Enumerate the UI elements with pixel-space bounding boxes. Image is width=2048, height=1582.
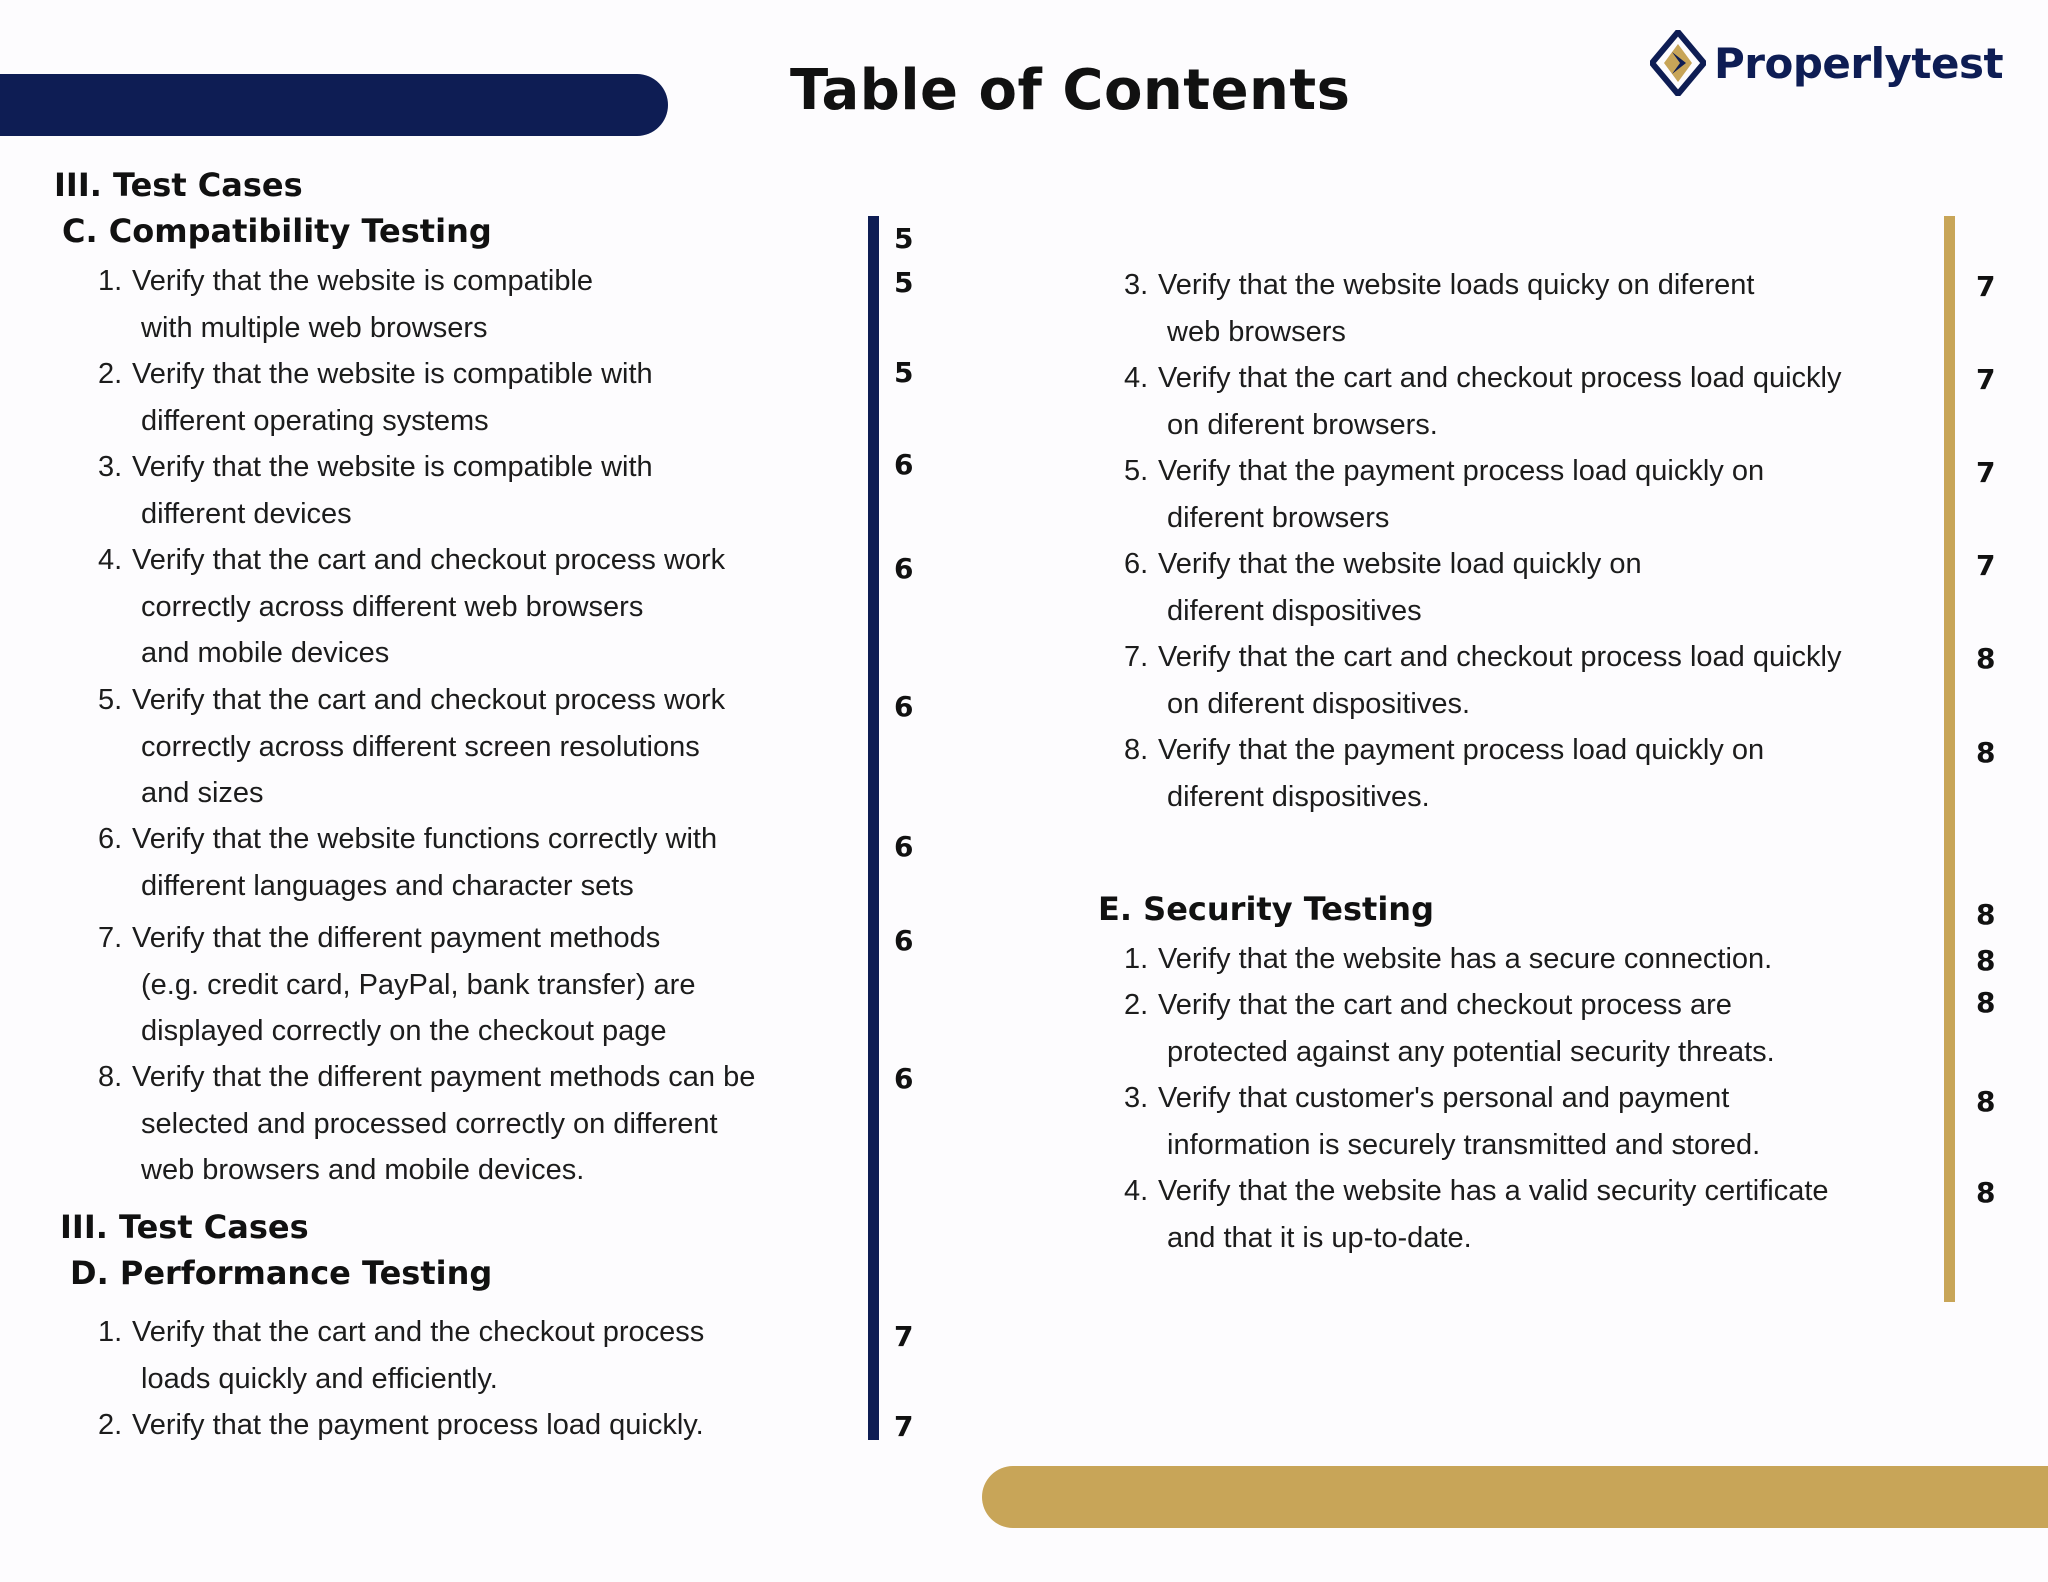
page-number: 6 xyxy=(894,690,914,723)
item-number: 1. xyxy=(98,265,123,297)
page-number: 7 xyxy=(894,1410,914,1443)
item-text: different operating systems xyxy=(141,404,489,437)
item-text: diferent dispositives. xyxy=(1167,780,1430,813)
item-text: Verify that the website is compatible with xyxy=(132,358,653,390)
page-number: 5 xyxy=(894,356,914,389)
page-number: 6 xyxy=(894,448,914,481)
item-text: correctly across different web browsers xyxy=(141,590,644,623)
item-number: 3. xyxy=(98,451,123,483)
toc-item[interactable] xyxy=(1124,982,1775,1075)
item-text: (e.g. credit card, PayPal, bank transfer) are xyxy=(141,968,696,1001)
item-number: 6. xyxy=(98,823,123,855)
toc-item[interactable] xyxy=(1124,634,1841,727)
brand-logo xyxy=(1650,30,2003,96)
item-text: Verify that the cart and checkout process work xyxy=(132,684,726,716)
page-number: 8 xyxy=(1976,986,1996,1019)
item-text: Verify that the payment process load quickly. xyxy=(132,1409,704,1441)
toc-item[interactable] xyxy=(98,258,593,351)
item-text: Verify that the website has a valid security certificate xyxy=(1158,1175,1829,1207)
toc-item[interactable] xyxy=(1124,448,1764,541)
item-text: Verify that the different payment methods xyxy=(132,922,661,954)
top-navy-band xyxy=(0,74,668,136)
item-text: Verify that the website load quickly on xyxy=(1158,548,1642,580)
item-number: 6. xyxy=(1124,548,1149,580)
page-number: 7 xyxy=(1976,549,1996,582)
item-text: and sizes xyxy=(141,777,264,809)
item-text: Verify that the cart and the checkout process xyxy=(132,1316,705,1348)
item-text: diferent dispositives xyxy=(1167,594,1422,627)
item-text: and that it is up-to-date. xyxy=(1167,1221,1472,1254)
page-title: Table of Contents xyxy=(790,58,1351,123)
item-text: Verify that the website has a secure connection. xyxy=(1158,943,1773,975)
diamond-logo-icon xyxy=(1650,30,1706,96)
page-number: 5 xyxy=(894,266,914,299)
item-number: 8. xyxy=(98,1061,123,1093)
item-text: information is securely transmitted and stored. xyxy=(1167,1128,1761,1161)
item-text: and mobile devices xyxy=(141,637,390,669)
item-text: diferent browsers xyxy=(1167,501,1390,534)
toc-item[interactable] xyxy=(98,915,695,1055)
page-number: 8 xyxy=(1976,736,1996,769)
toc-item[interactable] xyxy=(1124,1168,1829,1261)
bottom-gold-band xyxy=(982,1466,2048,1528)
page-number: 8 xyxy=(1976,1085,1996,1118)
toc-item[interactable] xyxy=(98,816,717,909)
item-number: 1. xyxy=(1124,943,1149,975)
item-text: Verify that the payment process load quickly on xyxy=(1158,734,1765,766)
item-text: different devices xyxy=(141,497,352,530)
section-heading-d: D. Performance Testing xyxy=(70,1254,493,1292)
section-heading-c: C. Compatibility Testing xyxy=(62,212,492,250)
item-text: different languages and character sets xyxy=(141,869,634,902)
item-text: loads quickly and efficiently. xyxy=(141,1362,498,1395)
part-heading: III. Test Cases xyxy=(60,1208,309,1246)
toc-item[interactable] xyxy=(1124,936,1772,983)
item-text: displayed correctly on the checkout page xyxy=(141,1015,667,1047)
item-text: protected against any potential security threats. xyxy=(1167,1035,1775,1068)
item-text: on diferent dispositives. xyxy=(1167,687,1471,720)
item-text: Verify that the website loads quicky on diferent xyxy=(1158,269,1755,301)
item-text: selected and processed correctly on different xyxy=(141,1107,718,1140)
toc-item[interactable] xyxy=(1124,355,1841,448)
brand-name: Properlytest xyxy=(1714,38,2004,88)
page-number: 7 xyxy=(1976,363,1996,396)
item-number: 4. xyxy=(98,544,123,576)
item-text: Verify that the payment process load quickly on xyxy=(1158,455,1765,487)
item-number: 1. xyxy=(98,1316,123,1348)
item-text: Verify that the website is compatible xyxy=(132,265,594,297)
page-number: 7 xyxy=(894,1320,914,1353)
item-number: 8. xyxy=(1124,734,1149,766)
item-text: with multiple web browsers xyxy=(141,311,488,344)
toc-item[interactable] xyxy=(98,1309,704,1402)
item-text: correctly across different screen resolutions xyxy=(141,730,700,763)
item-text: Verify that the cart and checkout process load quickly xyxy=(1158,362,1842,394)
toc-item[interactable] xyxy=(98,677,725,817)
page-number: 6 xyxy=(894,1062,914,1095)
toc-item[interactable] xyxy=(1124,262,1754,355)
item-number: 5. xyxy=(1124,455,1149,487)
toc-item[interactable] xyxy=(98,1402,704,1449)
toc-item[interactable] xyxy=(98,444,653,537)
item-number: 3. xyxy=(1124,1082,1149,1114)
page-number: 7 xyxy=(1976,456,1996,489)
item-text: Verify that the cart and checkout process are xyxy=(1158,989,1732,1021)
page-number: 6 xyxy=(894,830,914,863)
toc-item[interactable] xyxy=(98,1054,755,1194)
page-number: 8 xyxy=(1976,898,1996,931)
section-heading-e: E. Security Testing xyxy=(1098,890,1434,928)
item-number: 7. xyxy=(1124,641,1149,673)
item-text: Verify that the website is compatible with xyxy=(132,451,653,483)
item-number: 4. xyxy=(1124,1175,1149,1207)
item-text: Verify that the different payment methods can be xyxy=(132,1061,756,1093)
toc-item[interactable] xyxy=(98,537,725,677)
page-number: 8 xyxy=(1976,944,1996,977)
page-number: 7 xyxy=(1976,270,1996,303)
item-text: web browsers xyxy=(1167,315,1346,348)
item-number: 3. xyxy=(1124,269,1149,301)
page-number: 8 xyxy=(1976,642,1996,675)
page-number: 5 xyxy=(894,222,914,255)
item-number: 2. xyxy=(98,1409,123,1441)
page-number: 6 xyxy=(894,924,914,957)
toc-item[interactable] xyxy=(1124,727,1764,820)
item-number: 2. xyxy=(98,358,123,390)
toc-item[interactable] xyxy=(1124,1075,1760,1168)
item-text: on diferent browsers. xyxy=(1167,408,1438,441)
part-heading: III. Test Cases xyxy=(54,166,303,204)
item-text: Verify that customer's personal and payment xyxy=(1158,1082,1730,1114)
item-text: Verify that the cart and checkout process load quickly xyxy=(1158,641,1842,673)
item-number: 2. xyxy=(1124,989,1149,1021)
item-number: 7. xyxy=(98,922,123,954)
item-number: 5. xyxy=(98,684,123,716)
toc-item[interactable] xyxy=(98,351,653,444)
page-number: 6 xyxy=(894,552,914,585)
toc-item[interactable] xyxy=(1124,541,1642,634)
page-number: 8 xyxy=(1976,1176,1996,1209)
item-text: Verify that the website functions correctly with xyxy=(132,823,718,855)
item-number: 4. xyxy=(1124,362,1149,394)
item-text: Verify that the cart and checkout process work xyxy=(132,544,726,576)
left-divider-bar xyxy=(868,216,879,1440)
item-text: web browsers and mobile devices. xyxy=(141,1154,585,1186)
right-divider-bar xyxy=(1944,216,1955,1302)
